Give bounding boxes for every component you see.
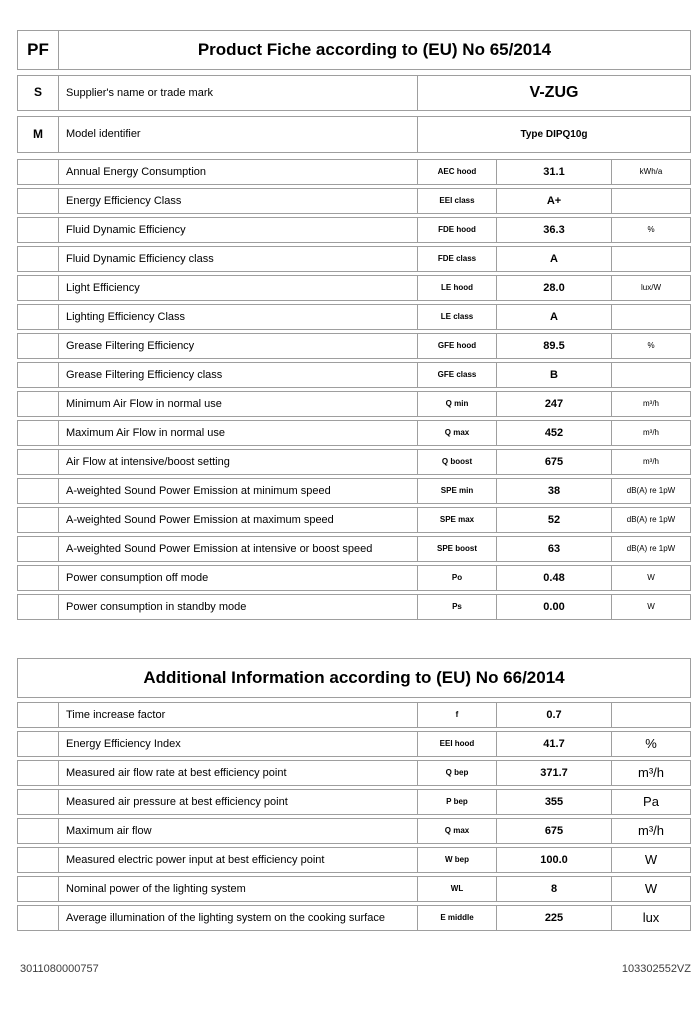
row-value: 355 [496, 790, 611, 814]
additional-info-table [17, 658, 691, 931]
row-symbol: W bep [417, 848, 496, 872]
row-description: Nominal power of the lighting system [58, 877, 417, 901]
row-value: 100.0 [496, 848, 611, 872]
row-unit: % [611, 334, 690, 358]
row-letter-cell [18, 877, 58, 901]
row-description: Lighting Efficiency Class [58, 305, 417, 329]
row-unit: W [611, 877, 690, 901]
row-value: A [496, 247, 611, 271]
row-letter-cell [18, 218, 58, 242]
row-letter-cell [18, 566, 58, 590]
row-description: A-weighted Sound Power Emission at maximum speed [58, 508, 417, 532]
row-symbol: SPE min [417, 479, 496, 503]
row-value: 452 [496, 421, 611, 445]
row-letter-cell [18, 305, 58, 329]
row-value: 41.7 [496, 732, 611, 756]
row-unit: Pa [611, 790, 690, 814]
row-letter-cell [18, 761, 58, 785]
row-unit [611, 703, 690, 727]
row-description: Fluid Dynamic Efficiency [58, 218, 417, 242]
row-letter-cell [18, 479, 58, 503]
additional-title-row [17, 658, 691, 698]
row-value: B [496, 363, 611, 387]
row-unit: kWh/a [611, 160, 690, 184]
row-unit: dB(A) re 1pW [611, 508, 690, 532]
table-row [17, 449, 691, 475]
supplier-value: V-ZUG [417, 76, 690, 110]
row-symbol: EEI hood [417, 732, 496, 756]
row-symbol: f [417, 703, 496, 727]
row-value: 63 [496, 537, 611, 561]
row-description: Grease Filtering Efficiency class [58, 363, 417, 387]
row-value: 225 [496, 906, 611, 930]
row-letter-cell [18, 160, 58, 184]
row-description: Energy Efficiency Class [58, 189, 417, 213]
row-symbol: AEC hood [417, 160, 496, 184]
row-unit: W [611, 595, 690, 619]
row-letter-cell [18, 906, 58, 930]
row-letter-cell [18, 363, 58, 387]
row-description: Measured air pressure at best efficiency point [58, 790, 417, 814]
row-symbol: LE hood [417, 276, 496, 300]
table-row [17, 565, 691, 591]
row-description: Maximum air flow [58, 819, 417, 843]
row-symbol: P bep [417, 790, 496, 814]
row-description: Power consumption in standby mode [58, 595, 417, 619]
row-symbol: Po [417, 566, 496, 590]
row-description: Measured air flow rate at best efficiency point [58, 761, 417, 785]
table-row [17, 731, 691, 757]
footer-left-number: 3011080000757 [20, 963, 99, 975]
row-value: 8 [496, 877, 611, 901]
row-value: 31.1 [496, 160, 611, 184]
row-letter-cell [18, 508, 58, 532]
row-unit: dB(A) re 1pW [611, 537, 690, 561]
row-value: 675 [496, 819, 611, 843]
row-value: A [496, 305, 611, 329]
fiche-code: PF [27, 40, 49, 60]
row-unit [611, 363, 690, 387]
table-row [17, 702, 691, 728]
row-unit: % [611, 732, 690, 756]
row-symbol: Q max [417, 819, 496, 843]
row-symbol: E middle [417, 906, 496, 930]
row-symbol: FDE class [417, 247, 496, 271]
row-letter-cell [18, 450, 58, 474]
row-symbol: Q max [417, 421, 496, 445]
row-letter-cell [18, 819, 58, 843]
supplier-label: Supplier's name or trade mark [58, 76, 417, 110]
row-unit: m³/h [611, 392, 690, 416]
table-row [17, 847, 691, 873]
row-letter-cell [18, 392, 58, 416]
row-value: 0.48 [496, 566, 611, 590]
row-unit: W [611, 848, 690, 872]
row-symbol: SPE max [417, 508, 496, 532]
table-row [17, 818, 691, 844]
table-row [17, 760, 691, 786]
row-symbol: Ps [417, 595, 496, 619]
row-value: 0.7 [496, 703, 611, 727]
table-row [17, 905, 691, 931]
row-letter-cell [18, 537, 58, 561]
row-symbol: LE class [417, 305, 496, 329]
row-description: Power consumption off mode [58, 566, 417, 590]
fiche-title: Product Fiche according to (EU) No 65/2014 [58, 31, 690, 69]
table-row [17, 594, 691, 620]
row-value: 52 [496, 508, 611, 532]
row-letter-cell [18, 421, 58, 445]
model-code: M [33, 126, 43, 141]
row-value: 675 [496, 450, 611, 474]
table-row [17, 246, 691, 272]
row-symbol: GFE hood [417, 334, 496, 358]
row-description: Time increase factor [58, 703, 417, 727]
row-symbol: EEI class [417, 189, 496, 213]
table-row [17, 536, 691, 562]
row-unit: % [611, 218, 690, 242]
row-symbol: FDE hood [417, 218, 496, 242]
row-unit [611, 247, 690, 271]
model-row [17, 116, 691, 153]
product-fiche-table [17, 30, 691, 620]
row-value: 371.7 [496, 761, 611, 785]
row-value: 89.5 [496, 334, 611, 358]
row-description: A-weighted Sound Power Emission at intensive or boost speed [58, 537, 417, 561]
row-value: 28.0 [496, 276, 611, 300]
row-letter-cell [18, 276, 58, 300]
table-row [17, 876, 691, 902]
row-letter-cell [18, 703, 58, 727]
row-description: Average illumination of the lighting system on the cooking surface [58, 906, 417, 930]
row-unit: m³/h [611, 819, 690, 843]
product-fiche-page [0, 30, 700, 1016]
row-description: Maximum Air Flow in normal use [58, 421, 417, 445]
table-row [17, 478, 691, 504]
table-row [17, 188, 691, 214]
table-row [17, 217, 691, 243]
table-row [17, 507, 691, 533]
page-footer [0, 963, 700, 975]
row-value: 247 [496, 392, 611, 416]
footer-right-number: 103302552VZ [621, 963, 691, 975]
row-symbol: Q min [417, 392, 496, 416]
row-unit [611, 189, 690, 213]
supplier-code: S [33, 85, 42, 100]
row-unit: W [611, 566, 690, 590]
row-letter-cell [18, 790, 58, 814]
model-value: Type DIPQ10g [417, 117, 690, 152]
row-unit: m³/h [611, 450, 690, 474]
row-description: Light Efficiency [58, 276, 417, 300]
table-row [17, 159, 691, 185]
row-symbol: Q boost [417, 450, 496, 474]
row-letter-cell [18, 732, 58, 756]
row-value: 38 [496, 479, 611, 503]
row-letter-cell [18, 334, 58, 358]
supplier-row [17, 75, 691, 111]
row-description: Measured electric power input at best efficiency point [58, 848, 417, 872]
row-unit: dB(A) re 1pW [611, 479, 690, 503]
row-unit: lux/W [611, 276, 690, 300]
row-symbol: SPE boost [417, 537, 496, 561]
table-row [17, 275, 691, 301]
row-description: Energy Efficiency Index [58, 732, 417, 756]
row-symbol: Q bep [417, 761, 496, 785]
row-unit: m³/h [611, 421, 690, 445]
row-unit [611, 305, 690, 329]
row-description: Annual Energy Consumption [58, 160, 417, 184]
row-description: Fluid Dynamic Efficiency class [58, 247, 417, 271]
row-value: 0.00 [496, 595, 611, 619]
row-letter-cell [18, 189, 58, 213]
table-row [17, 333, 691, 359]
row-letter-cell [18, 595, 58, 619]
row-letter-cell [18, 247, 58, 271]
table-row [17, 420, 691, 446]
row-letter-cell [18, 848, 58, 872]
fiche-data-rows [17, 159, 691, 620]
table-row [17, 304, 691, 330]
additional-title: Additional Information according to (EU) No 66/2014 [143, 668, 565, 688]
row-value: 36.3 [496, 218, 611, 242]
additional-data-rows [17, 702, 691, 931]
row-description: Minimum Air Flow in normal use [58, 392, 417, 416]
row-description: Air Flow at intensive/boost setting [58, 450, 417, 474]
model-label: Model identifier [58, 117, 417, 152]
table-row [17, 362, 691, 388]
row-unit: m³/h [611, 761, 690, 785]
table-row [17, 789, 691, 815]
row-value: A+ [496, 189, 611, 213]
row-symbol: GFE class [417, 363, 496, 387]
table-row [17, 391, 691, 417]
row-symbol: WL [417, 877, 496, 901]
fiche-header-row [17, 30, 691, 70]
row-description: A-weighted Sound Power Emission at minimum speed [58, 479, 417, 503]
row-unit: lux [611, 906, 690, 930]
row-description: Grease Filtering Efficiency [58, 334, 417, 358]
